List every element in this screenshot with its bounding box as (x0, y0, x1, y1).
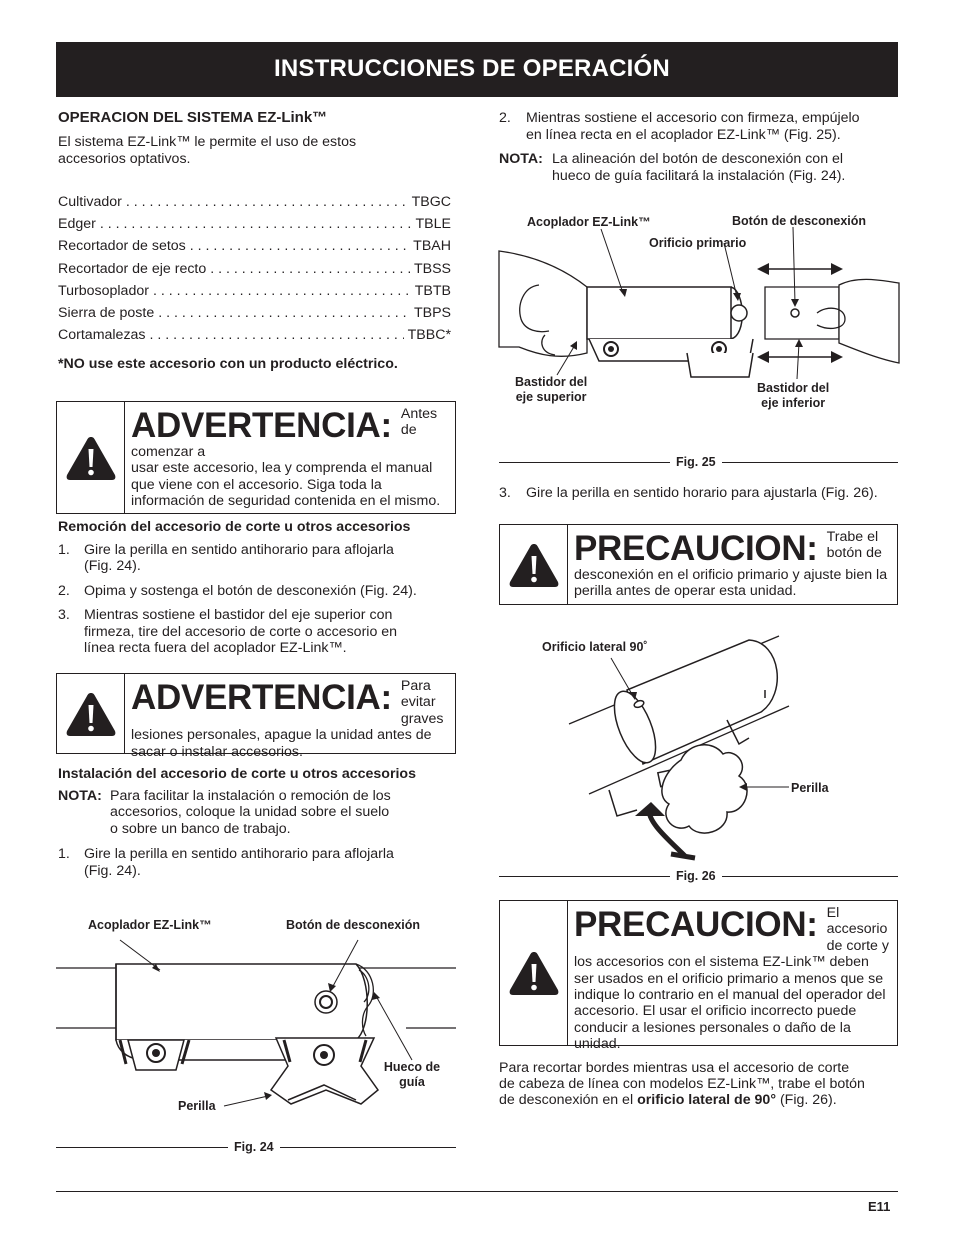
footer-rule (56, 1191, 898, 1192)
edging-paragraph-line1: Para recortar bordes mientras usa el accesorio de corte (499, 1060, 850, 1076)
accessory-row (58, 216, 451, 234)
accessory-name: Sierra de poste (58, 305, 155, 321)
caution-body: desconexión en el orificio primario y ajuste bien la perilla antes de operar esta unidad. (574, 567, 888, 600)
accessory-row (58, 305, 451, 323)
removal-heading: Remoción del accesorio de corte u otros accesorios (58, 519, 411, 535)
warning-side-line1: Antes de (400, 406, 438, 439)
accessory-name: Cortamalezas (58, 327, 146, 343)
accessory-row (58, 194, 451, 212)
accessory-row (58, 238, 451, 256)
note-text: o sobre un banco de trabajo. (110, 821, 291, 837)
edging-paragraph-line3 (499, 1092, 837, 1108)
step-number: 3. (58, 607, 70, 623)
accessory-name: Turbosoplador (58, 283, 149, 299)
edging-text: (Fig. 26). (779, 1092, 837, 1108)
warning-body: lesiones personales, apague la unidad antes de sacar o instalar accesorios. (131, 727, 432, 760)
accessory-code: TBLE (415, 216, 451, 232)
label-lower-shaft (757, 381, 829, 411)
accessory-footnote: *NO use este accesorio con un producto eléctrico. (58, 356, 398, 372)
step-text: Mientras sostiene el bastidor del eje superior con (84, 607, 393, 623)
label-coupler: Acoplador EZ-Link™ (527, 215, 651, 229)
leader-dots (190, 238, 409, 254)
caution-title: PRECAUCION: (574, 529, 818, 568)
label-guide-line1: Hueco de (383, 1060, 441, 1074)
accessory-code: TBAH (413, 238, 451, 254)
caution-text (574, 529, 891, 600)
note-text: hueco de guía facilitará la instalación (Fig. 24). (552, 168, 846, 184)
label-coupler: Acoplador EZ-Link™ (88, 918, 212, 932)
step-text: (Fig. 24). (84, 558, 141, 574)
warning-box (56, 673, 456, 760)
warning-body: usar este accesorio, lea y comprenda el manual que viene con el accesorio. Siga toda la información de seguridad contenida en el mismo. (131, 460, 441, 510)
accessory-code: TBTB (414, 283, 451, 299)
edging-text-bold: orificio lateral de 90° (637, 1092, 776, 1108)
leader-dots (158, 305, 410, 321)
step-text: en línea recta en el acoplador EZ-Link™ (Fig. 25). (526, 127, 841, 143)
caution-side-line1: Trabe el (826, 529, 879, 545)
note-label: NOTA: (58, 788, 102, 804)
accessory-name: Recortador de eje recto (58, 261, 207, 277)
figure-caption: Fig. 25 (670, 454, 722, 470)
accessory-code: TBPS (413, 305, 451, 321)
note-text: La alineación del botón de desconexión con el (552, 151, 844, 167)
leader-dots (210, 261, 410, 277)
accessory-name: Edger (58, 216, 96, 232)
step-text: Mientras sostiene el accesorio con firmeza, empújelo (526, 110, 860, 126)
warning-triangle-icon (65, 435, 117, 481)
ezlink-heading: OPERACION DEL SISTEMA EZ-Link™ (58, 109, 328, 126)
warning-icon-cell (500, 901, 568, 1045)
caution-box (499, 524, 898, 605)
step-number: 1. (58, 846, 70, 862)
step-number: 2. (58, 583, 70, 599)
leader-dots (126, 194, 408, 210)
figure-caption: Fig. 26 (670, 868, 722, 884)
step-text: Gire la perilla en sentido horario para ajustarla (Fig. 26). (526, 485, 878, 501)
caution-side-line1: El accesorio (826, 905, 888, 938)
leader-dots (100, 216, 412, 232)
warning-icon-cell (57, 674, 125, 753)
label-upper-line2: eje superior (515, 390, 587, 404)
step-number: 3. (499, 485, 511, 501)
step-text: línea recta fuera del acoplador EZ-Link™. (84, 640, 347, 656)
coupler-illustration (56, 940, 456, 1140)
warning-icon-cell (57, 402, 125, 513)
step-number: 2. (499, 110, 511, 126)
label-release-button: Botón de desconexión (286, 918, 421, 932)
label-release-button: Botón de desconexión (732, 214, 867, 228)
label-guide-slot (381, 1060, 443, 1090)
ezlink-intro-line2: accesorios optativos. (58, 151, 191, 167)
step-number: 1. (58, 542, 70, 558)
accessory-name: Cultivador (58, 194, 122, 210)
edging-text: de desconexión en el (499, 1092, 634, 1108)
section-header-bar (56, 42, 898, 97)
figure-caption: Fig. 24 (228, 1139, 280, 1155)
label-side-hole: Orificio lateral 90˚ (542, 640, 648, 654)
warning-triangle-icon (508, 542, 560, 588)
shaft-knob-illustration (499, 620, 899, 860)
warning-title: ADVERTENCIA: (131, 406, 392, 445)
accessory-row (58, 283, 451, 301)
step-text: Gire la perilla en sentido antihorario para aflojarla (84, 542, 394, 558)
accessory-row (58, 261, 451, 279)
label-knob: Perilla (178, 1099, 216, 1113)
step-text: firmeza, tire del accesorio de corte o accesorio en (84, 624, 398, 640)
warning-triangle-icon (508, 950, 560, 996)
label-upper-line1: Bastidor del (515, 375, 588, 389)
section-title: INSTRUCCIONES DE OPERACIÓN (274, 55, 670, 82)
note-text: Para facilitar la instalación o remoción de los (110, 788, 391, 804)
accessory-name: Recortador de setos (58, 238, 186, 254)
label-primary-hole: Orificio primario (649, 236, 747, 250)
caution-box (499, 900, 898, 1053)
warning-side-line2: comenzar a (131, 444, 206, 460)
caution-title: PRECAUCION: (574, 905, 818, 944)
warning-box (56, 401, 456, 514)
warning-title: ADVERTENCIA: (131, 678, 392, 717)
warning-icon-cell (500, 525, 568, 604)
label-lower-line1: Bastidor del (757, 381, 830, 395)
edging-paragraph-line2: de cabeza de línea con modelos EZ-Link™, trabe el botón (499, 1076, 865, 1092)
label-lower-line2: eje inferior (761, 396, 826, 410)
accessory-row (58, 327, 451, 345)
install-heading: Instalación del accesorio de corte u otros accesorios (58, 766, 416, 782)
leader-dots (150, 327, 404, 343)
warning-text (131, 406, 449, 510)
accessory-code: TBGC (411, 194, 451, 210)
label-knob: Perilla (791, 781, 829, 795)
warning-triangle-icon (65, 691, 117, 737)
caution-text (574, 905, 891, 1053)
step-text: Gire la perilla en sentido antihorario para aflojarla (84, 846, 394, 862)
step-text: Opima y sostenga el botón de desconexión (Fig. 24). (84, 583, 417, 599)
caution-side-line2: botón de (826, 545, 882, 562)
note-label: NOTA: (499, 151, 543, 167)
step-text: (Fig. 24). (84, 863, 141, 879)
note-text: accesorios, coloque la unidad sobre el suelo (110, 804, 390, 820)
warning-side-line1: Para evitar (400, 678, 436, 711)
ezlink-intro-line1: El sistema EZ-Link™ le permite el uso de estos (58, 134, 357, 150)
page-number: E11 (868, 1199, 891, 1214)
leader-dots (153, 283, 411, 299)
caution-body: los accesorios con el sistema EZ-Link™ deben ser usados en el orificio primario a menos que se indique lo contrario en el manual del operador del accesorio. El usar el orificio incorrecto puede conducir a lesiones personales o daño de la unidad. (574, 954, 886, 1053)
label-guide-line2: guía (399, 1075, 425, 1089)
label-upper-shaft (515, 375, 587, 405)
accessory-code: TBSS (413, 261, 451, 277)
warning-text (131, 678, 449, 760)
caution-side-line2: de corte y (826, 937, 889, 954)
warning-side-line2: graves (400, 710, 444, 727)
accessory-code: TBBC* (407, 327, 451, 343)
